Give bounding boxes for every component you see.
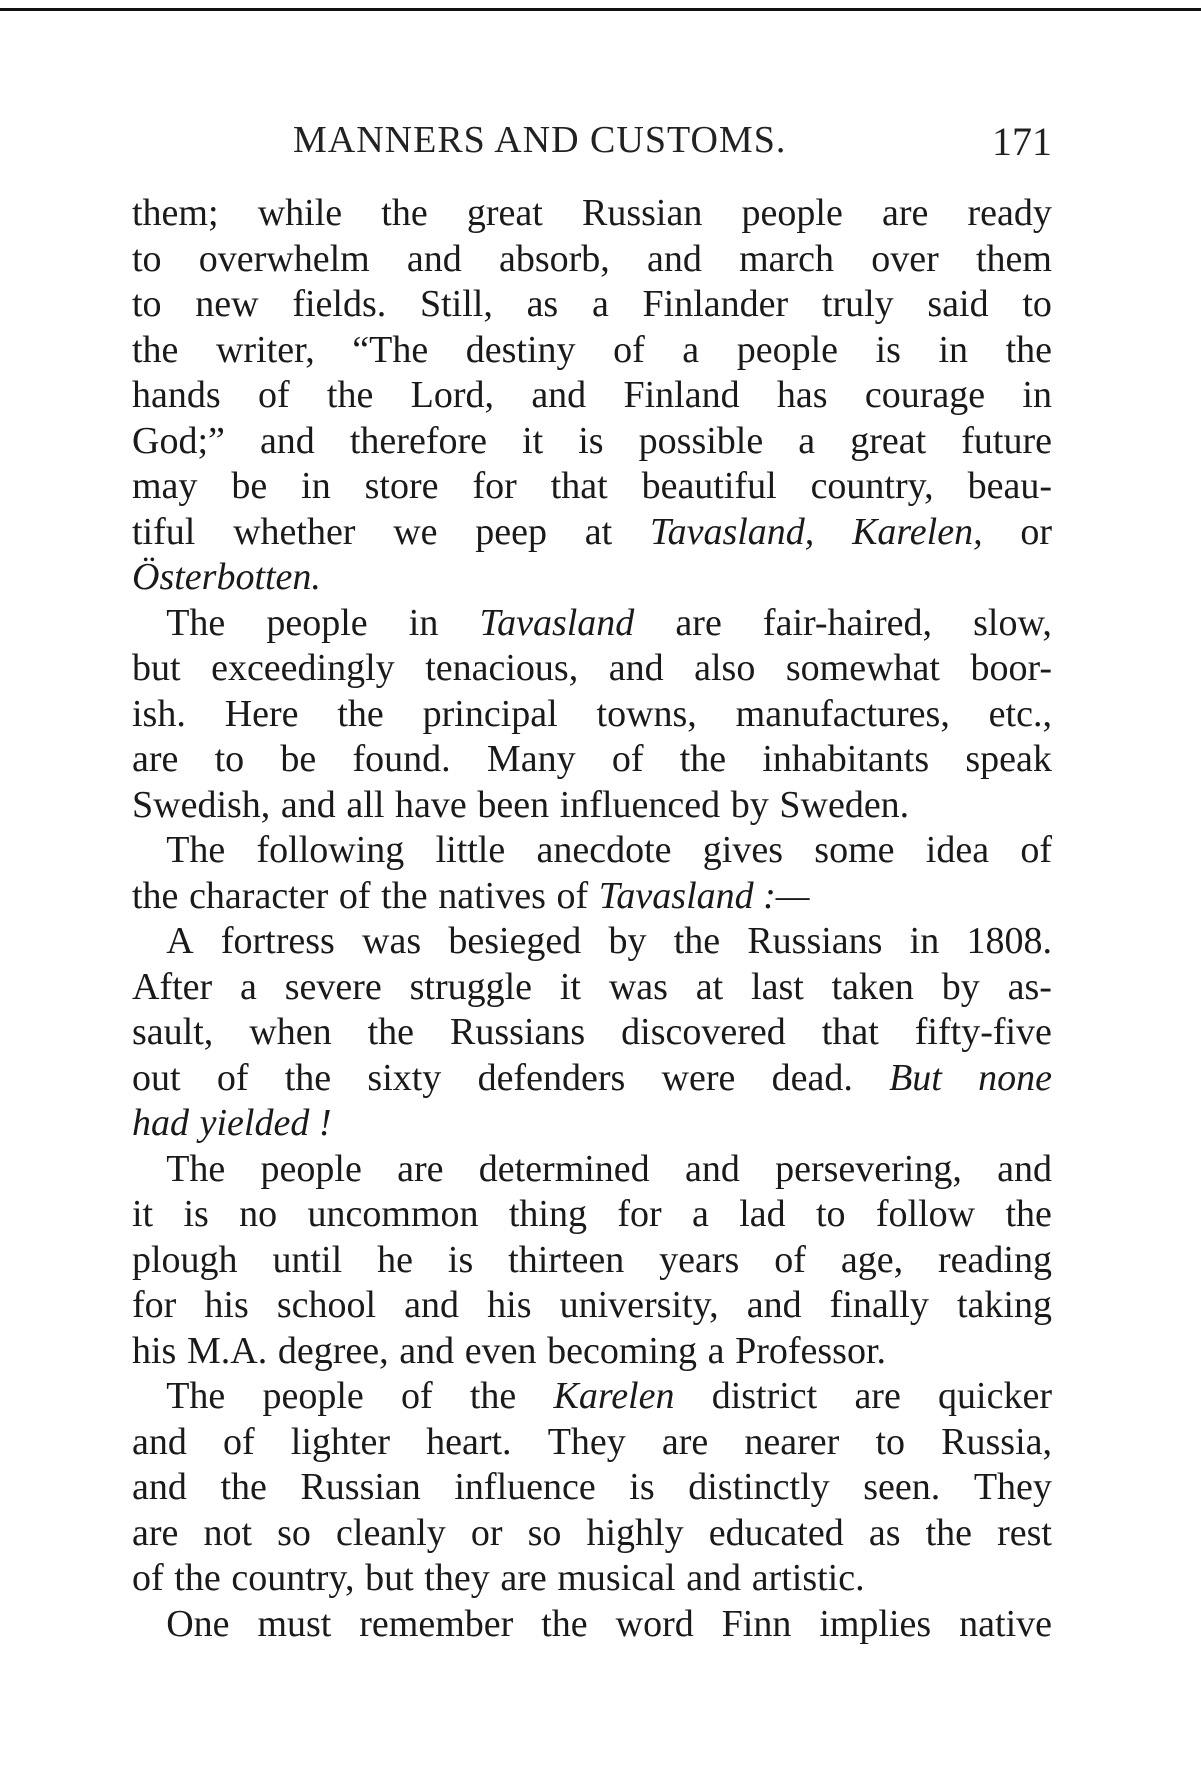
word: and <box>132 1466 187 1508</box>
word: some <box>814 829 895 871</box>
word: that <box>821 1011 879 1053</box>
word: and <box>997 1147 1052 1190</box>
word: peep <box>475 510 548 553</box>
word: gives <box>702 829 784 871</box>
word: and <box>280 783 336 826</box>
word: besieged <box>448 920 582 962</box>
word: Russian <box>582 192 703 234</box>
word: to <box>132 237 162 280</box>
word: is <box>875 328 901 371</box>
word: so <box>527 1511 562 1554</box>
word: is <box>447 1238 474 1281</box>
word: finally <box>829 1284 929 1326</box>
word: but <box>365 1557 414 1599</box>
word: are <box>500 1557 547 1599</box>
text-line <box>132 1283 1052 1329</box>
word: as <box>526 283 559 325</box>
word: The <box>166 1147 226 1190</box>
word: great <box>850 419 927 462</box>
word: the <box>381 874 428 917</box>
word: beautiful <box>641 465 777 507</box>
word: the <box>326 374 374 416</box>
word: overwhelm <box>198 237 370 280</box>
italic-word: Österbotten. <box>132 556 321 598</box>
word: severe <box>284 965 382 1008</box>
word: musical <box>557 1557 676 1599</box>
word: them <box>975 237 1052 280</box>
word: of <box>223 1420 255 1463</box>
word: lad <box>739 1193 786 1235</box>
word: all <box>346 783 385 826</box>
word: natives <box>438 874 546 917</box>
word: are <box>397 1147 444 1190</box>
word: and <box>132 1420 187 1463</box>
word: and <box>531 374 587 416</box>
text-line <box>132 464 1052 510</box>
word: educated <box>708 1511 844 1554</box>
word: anecdote <box>536 829 672 871</box>
text-line <box>132 328 1052 374</box>
word: and <box>647 237 702 280</box>
page-number: 171 <box>992 119 1052 164</box>
word: somewhat <box>785 647 940 689</box>
word: no <box>239 1193 278 1235</box>
word: a <box>682 328 700 371</box>
word: the <box>1005 1193 1052 1235</box>
word: district <box>711 1375 818 1417</box>
body-text <box>132 191 1052 1647</box>
word: his <box>487 1284 532 1326</box>
word: rest <box>997 1511 1052 1554</box>
text-line <box>132 737 1052 783</box>
word: thirteen <box>508 1238 625 1281</box>
word: in <box>938 328 969 371</box>
word: seen. <box>863 1466 941 1508</box>
word: “The <box>352 328 429 371</box>
word: influence <box>454 1466 596 1508</box>
top-rule <box>0 8 1201 11</box>
text-line <box>132 237 1052 283</box>
word: dead. <box>771 1056 853 1099</box>
word: were <box>661 1056 736 1099</box>
word: sault, <box>132 1011 214 1053</box>
italic-word: Tavasland :— <box>598 874 810 917</box>
word: years <box>659 1238 740 1281</box>
word: was <box>608 965 668 1008</box>
word: fields. <box>292 283 387 325</box>
word: university, <box>559 1284 719 1326</box>
word: the <box>469 1375 517 1417</box>
word: lighter <box>290 1420 390 1463</box>
word: remember <box>359 1602 514 1645</box>
word: to <box>214 738 245 780</box>
text-line <box>132 1374 1052 1420</box>
word: people <box>266 601 368 644</box>
word: idea <box>925 829 990 871</box>
word: are <box>881 192 929 234</box>
text-line <box>132 601 1052 647</box>
text-line <box>132 373 1052 419</box>
italic-word: Karelen, <box>852 510 983 553</box>
word: of <box>1020 829 1052 871</box>
text-line <box>132 1329 1052 1375</box>
word: it <box>522 419 544 462</box>
page-header <box>132 118 1052 174</box>
word: over <box>871 237 939 280</box>
word: hands <box>132 374 221 416</box>
word: people <box>741 192 843 234</box>
word: fair-haired, <box>762 601 932 644</box>
word: tenacious, <box>425 647 579 689</box>
italic-word: Karelen <box>553 1375 675 1417</box>
text-line <box>132 419 1052 465</box>
word: and <box>259 419 315 462</box>
word: as <box>868 1511 901 1554</box>
word: persevering, <box>775 1147 962 1190</box>
word: They <box>973 1466 1052 1508</box>
word: Finlander <box>642 283 789 325</box>
word: school <box>276 1284 377 1326</box>
word: therefore <box>349 419 487 462</box>
text-line <box>132 1238 1052 1284</box>
word: a <box>798 419 816 462</box>
word: march <box>739 237 835 280</box>
word: are <box>675 601 722 644</box>
word: Sweden. <box>779 783 910 826</box>
word: last <box>751 965 804 1008</box>
word: for <box>617 1193 662 1235</box>
word: so <box>277 1511 311 1554</box>
word: said <box>927 283 989 325</box>
word: the <box>679 738 727 780</box>
word: absorb, <box>499 237 610 280</box>
word: to <box>132 283 162 325</box>
word: store <box>364 465 439 507</box>
word: to <box>815 1193 846 1235</box>
word: or <box>1020 510 1052 553</box>
word: towns, <box>596 692 697 735</box>
word: artistic. <box>751 1557 865 1599</box>
italic-word: Tavasland, <box>649 510 815 553</box>
word: of <box>611 738 644 780</box>
word: even <box>464 1329 537 1372</box>
word: follow <box>875 1193 976 1235</box>
word: boor- <box>970 647 1052 689</box>
word: Russians <box>747 920 883 962</box>
italic-word: Tavasland <box>479 601 635 644</box>
word: They <box>547 1420 626 1463</box>
word: for <box>132 1284 177 1326</box>
word: but <box>132 647 181 689</box>
word: the <box>337 692 384 735</box>
text-line <box>132 1192 1052 1238</box>
word: defenders <box>477 1056 626 1099</box>
word: is <box>183 1193 209 1235</box>
word: been <box>477 783 550 826</box>
word: taking <box>956 1284 1052 1326</box>
word: manufactures, <box>735 692 950 735</box>
word: a <box>707 1329 725 1372</box>
word: has <box>776 374 828 416</box>
text-line <box>132 1147 1052 1193</box>
word: reading <box>938 1238 1052 1281</box>
word: thing <box>508 1193 587 1235</box>
word: that <box>550 465 608 507</box>
word: destiny <box>465 328 576 371</box>
word: of <box>556 874 589 917</box>
word: exceedingly <box>211 647 395 689</box>
text-line <box>132 919 1052 965</box>
word: they <box>424 1557 490 1599</box>
word: word <box>615 1602 694 1645</box>
word: while <box>257 192 343 234</box>
word: taken <box>831 965 914 1008</box>
word: tiful <box>132 510 196 553</box>
text-line <box>132 646 1052 692</box>
word: One <box>166 1602 230 1645</box>
word: The <box>166 1375 226 1417</box>
word: in <box>1022 374 1052 416</box>
word: ready <box>967 192 1052 234</box>
word: degree, <box>277 1329 389 1372</box>
word: writer, <box>215 328 315 371</box>
word: and <box>686 1557 742 1599</box>
word: Still, <box>419 283 493 325</box>
word: sixty <box>367 1056 442 1099</box>
word: Finland <box>623 374 740 416</box>
running-title: MANNERS AND CUSTOMS. <box>293 119 787 161</box>
word: Professor. <box>735 1329 887 1372</box>
word: following <box>256 829 405 871</box>
word: must <box>257 1602 332 1645</box>
word: not <box>203 1511 253 1554</box>
word: in <box>408 601 439 644</box>
word: future <box>961 419 1052 462</box>
text-line <box>132 874 1052 920</box>
word: of <box>400 1375 433 1417</box>
word: of <box>132 1557 164 1599</box>
word: country, <box>231 1557 355 1599</box>
word: Swedish, <box>132 783 271 826</box>
text-line <box>132 1602 1052 1648</box>
text-line <box>132 828 1052 874</box>
word: nearer <box>744 1420 840 1463</box>
text-line <box>132 1101 1052 1147</box>
word: the <box>367 1011 415 1053</box>
word: are <box>661 1420 709 1463</box>
text-line <box>132 1556 1052 1602</box>
word: truly <box>821 283 894 325</box>
word: beau- <box>967 465 1052 507</box>
word: highly <box>586 1511 684 1554</box>
word: in <box>909 920 940 962</box>
word: Russians <box>450 1011 586 1053</box>
word: Here <box>224 692 299 735</box>
word: etc., <box>988 692 1052 735</box>
word: heart. <box>426 1420 512 1463</box>
word: be <box>231 465 268 507</box>
word: out <box>132 1056 181 1099</box>
word: After <box>132 965 213 1008</box>
word: the <box>220 1466 267 1508</box>
text-line <box>132 555 1052 601</box>
word: for <box>472 465 517 507</box>
italic-word: But <box>889 1056 942 1099</box>
word: new <box>195 283 259 325</box>
word: it <box>559 965 581 1008</box>
word: people <box>260 1147 362 1190</box>
word: age, <box>840 1238 904 1281</box>
word: the <box>673 920 721 962</box>
word: God;” <box>132 419 225 462</box>
word: of <box>257 374 290 416</box>
word: country, <box>810 465 934 507</box>
word: ish. <box>132 692 186 735</box>
word: at <box>584 510 613 553</box>
text-line <box>132 783 1052 829</box>
word: and <box>746 1284 802 1326</box>
word: and <box>684 1147 740 1190</box>
word: of <box>338 874 371 917</box>
word: the <box>174 1557 221 1599</box>
word: speak <box>965 738 1052 780</box>
word: Russian <box>300 1466 421 1508</box>
word: to <box>875 1420 906 1463</box>
word: by <box>730 783 769 826</box>
word: great <box>466 192 543 234</box>
word: M.A. <box>186 1329 268 1372</box>
word: at <box>695 965 724 1008</box>
word: implies <box>819 1602 932 1645</box>
word: Russia, <box>941 1420 1052 1463</box>
word: inhabitants <box>762 738 930 780</box>
word: in <box>301 465 331 507</box>
word: have <box>395 783 467 826</box>
word: the <box>381 192 428 234</box>
word: are <box>132 1511 179 1554</box>
word: was <box>362 920 422 962</box>
word: of <box>774 1238 806 1281</box>
word: be <box>280 738 317 780</box>
word: A <box>166 920 194 962</box>
word: The <box>166 829 226 871</box>
word: are <box>854 1375 901 1417</box>
word: becoming <box>547 1329 697 1372</box>
text-line <box>132 965 1052 1011</box>
italic-word: none <box>978 1056 1052 1099</box>
word: principal <box>422 692 558 735</box>
word: to <box>1022 283 1052 325</box>
word: or <box>470 1511 503 1554</box>
word: struggle <box>409 965 533 1008</box>
word: and <box>608 647 664 689</box>
word: are <box>132 738 179 780</box>
word: he <box>377 1238 413 1281</box>
word: slow, <box>973 601 1052 644</box>
word: discovered <box>621 1011 786 1053</box>
word: by <box>608 920 647 962</box>
word: is <box>578 419 604 462</box>
word: found. <box>352 738 451 780</box>
word: and <box>406 237 462 280</box>
text-line <box>132 282 1052 328</box>
italic-word: had <box>132 1102 189 1144</box>
word: character <box>189 874 329 917</box>
word: whether <box>233 510 356 553</box>
word: may <box>132 465 198 507</box>
word: is <box>629 1466 655 1508</box>
word: the <box>132 874 179 917</box>
word: cleanly <box>336 1511 446 1554</box>
text-line <box>132 1420 1052 1466</box>
word: the <box>925 1511 973 1554</box>
word: a <box>240 965 257 1008</box>
word: Lord, <box>410 374 495 416</box>
word: his <box>132 1329 177 1372</box>
word: the <box>1005 328 1052 371</box>
italic-word: yielded ! <box>199 1102 332 1144</box>
word: until <box>272 1238 343 1281</box>
word: quicker <box>938 1375 1052 1417</box>
word: uncommon <box>307 1193 479 1235</box>
word: of <box>613 328 645 371</box>
word: courage <box>864 374 986 416</box>
word: native <box>959 1602 1052 1645</box>
word: Many <box>486 738 576 780</box>
text-line <box>132 510 1052 556</box>
text-line <box>132 1010 1052 1056</box>
word: the <box>132 328 179 371</box>
word: fortress <box>220 920 335 962</box>
text-line <box>132 692 1052 738</box>
word: when <box>249 1011 332 1053</box>
text-line <box>132 191 1052 237</box>
word: people <box>736 328 838 371</box>
word: and <box>404 1284 460 1326</box>
word: by <box>941 965 980 1008</box>
word: plough <box>132 1238 238 1281</box>
word: the <box>541 1602 588 1645</box>
word: and <box>399 1329 455 1372</box>
word: also <box>694 647 756 689</box>
word: determined <box>478 1147 650 1190</box>
word: his <box>204 1284 249 1326</box>
word: we <box>393 510 438 553</box>
word: The <box>166 601 226 644</box>
word: a <box>591 283 609 325</box>
word: 1808. <box>966 920 1052 962</box>
word: them; <box>132 192 219 234</box>
word: fifty-five <box>914 1011 1052 1053</box>
word: little <box>435 829 506 871</box>
word: influenced <box>559 783 721 826</box>
word: people <box>262 1375 364 1417</box>
word: the <box>284 1056 332 1099</box>
word: a <box>691 1193 709 1235</box>
word: as- <box>1007 965 1052 1008</box>
word: distinctly <box>688 1466 830 1508</box>
word: it <box>132 1193 154 1235</box>
text-line <box>132 1056 1052 1102</box>
word: possible <box>638 419 764 462</box>
text-line <box>132 1511 1052 1557</box>
word: of <box>216 1056 249 1099</box>
text-line <box>132 1465 1052 1511</box>
word: Finn <box>721 1602 792 1645</box>
